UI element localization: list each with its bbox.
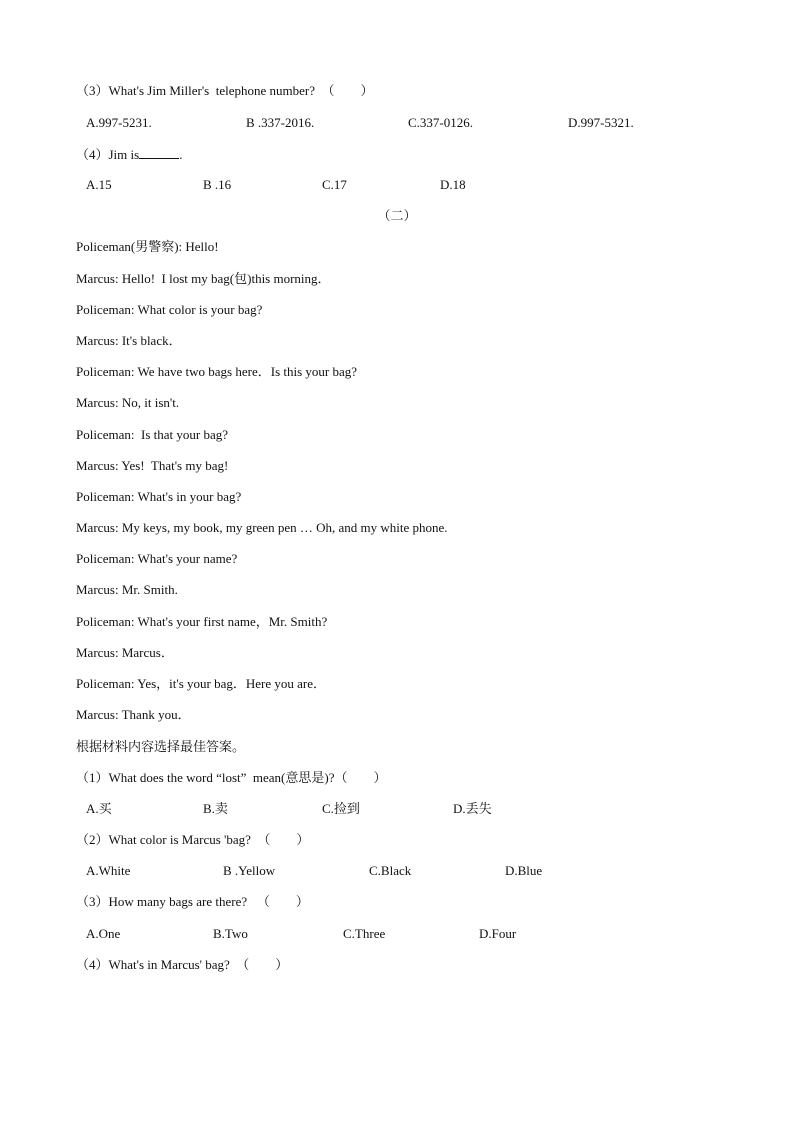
question-stem-p1-q3: （3）What's Jim Miller's telephone number? （ ） <box>76 83 374 98</box>
dialogue-line: Marcus: Mr. Smith. <box>76 582 178 597</box>
stem-end: . <box>179 147 183 162</box>
option-p2-q3-c: C.Three <box>343 926 386 941</box>
option-p1-q3-b: B .337-2016. <box>246 115 315 130</box>
question-stem-p1-q4 <box>76 147 182 161</box>
option-p2-q2-c: C.Black <box>369 863 412 878</box>
option-p1-q4-c: C.17 <box>322 177 347 192</box>
dialogue-line: Marcus: My keys, my book, my green pen … Oh, and my white phone. <box>76 520 448 535</box>
option-p2-q1-c: C.捡到 <box>322 801 360 816</box>
option-p2-q2-b: B .Yellow <box>223 863 276 878</box>
dialogue-line: Policeman(男警察): Hello! <box>76 239 219 254</box>
dialogue-line: Marcus: Yes! That's my bag! <box>76 458 229 473</box>
option-p1-q4-b: B .16 <box>203 177 232 192</box>
dialogue-line: Policeman: We have two bags here．Is this your bag? <box>76 364 358 379</box>
option-p2-q1-b: B.卖 <box>203 801 228 816</box>
option-p1-q4-a: A.15 <box>86 177 112 192</box>
dialogue-line: Policeman: What color is your bag? <box>76 302 263 317</box>
option-p1-q3-a: A.997-5231. <box>86 115 152 130</box>
dialogue-line: Marcus: Marcus． <box>76 645 174 660</box>
option-p2-q3-d: D.Four <box>479 926 517 941</box>
section-title: （二） <box>377 208 417 223</box>
question-stem-p2-q4: （4）What's in Marcus' bag? （ ） <box>76 957 289 972</box>
answer-blank <box>139 147 179 159</box>
option-p1-q3-c: C.337-0126. <box>408 115 473 130</box>
stem-text: （4）Jim is <box>76 147 140 162</box>
option-p2-q2-d: D.Blue <box>505 863 543 878</box>
dialogue-line: Policeman: Yes，it's your bag．Here you are． <box>76 676 327 691</box>
question-stem-p2-q3: （3）How many bags are there? （ ） <box>76 894 309 909</box>
option-p2-q3-b: B.Two <box>213 926 248 941</box>
dialogue-line: Policeman: What's your first name，Mr. Smith? <box>76 614 328 629</box>
option-p2-q1-a: A.买 <box>86 801 112 816</box>
instruction-text: 根据材料内容选择最佳答案。 <box>76 739 246 754</box>
dialogue-line: Policeman: What's in your bag? <box>76 489 242 504</box>
option-p2-q2-a: A.White <box>86 863 131 878</box>
option-p1-q4-d: D.18 <box>440 177 466 192</box>
dialogue-line: Marcus: No, it isn't. <box>76 395 180 410</box>
dialogue-line: Policeman: What's your name? <box>76 551 238 566</box>
dialogue-line: Marcus: Thank you． <box>76 707 191 722</box>
question-stem-p2-q2: （2）What color is Marcus 'bag? （ ） <box>76 832 310 847</box>
option-p2-q1-d: D.丢失 <box>453 801 492 816</box>
dialogue-line: Policeman: Is that your bag? <box>76 427 228 442</box>
question-stem-p2-q1: （1）What does the word “lost” mean(意思是)?（ ） <box>76 770 387 785</box>
option-p1-q3-d: D.997-5321. <box>568 115 634 130</box>
option-p2-q3-a: A.One <box>86 926 121 941</box>
dialogue-line: Marcus: Hello! I lost my bag(包)this morning． <box>76 271 331 286</box>
dialogue-line: Marcus: It's black． <box>76 333 182 348</box>
